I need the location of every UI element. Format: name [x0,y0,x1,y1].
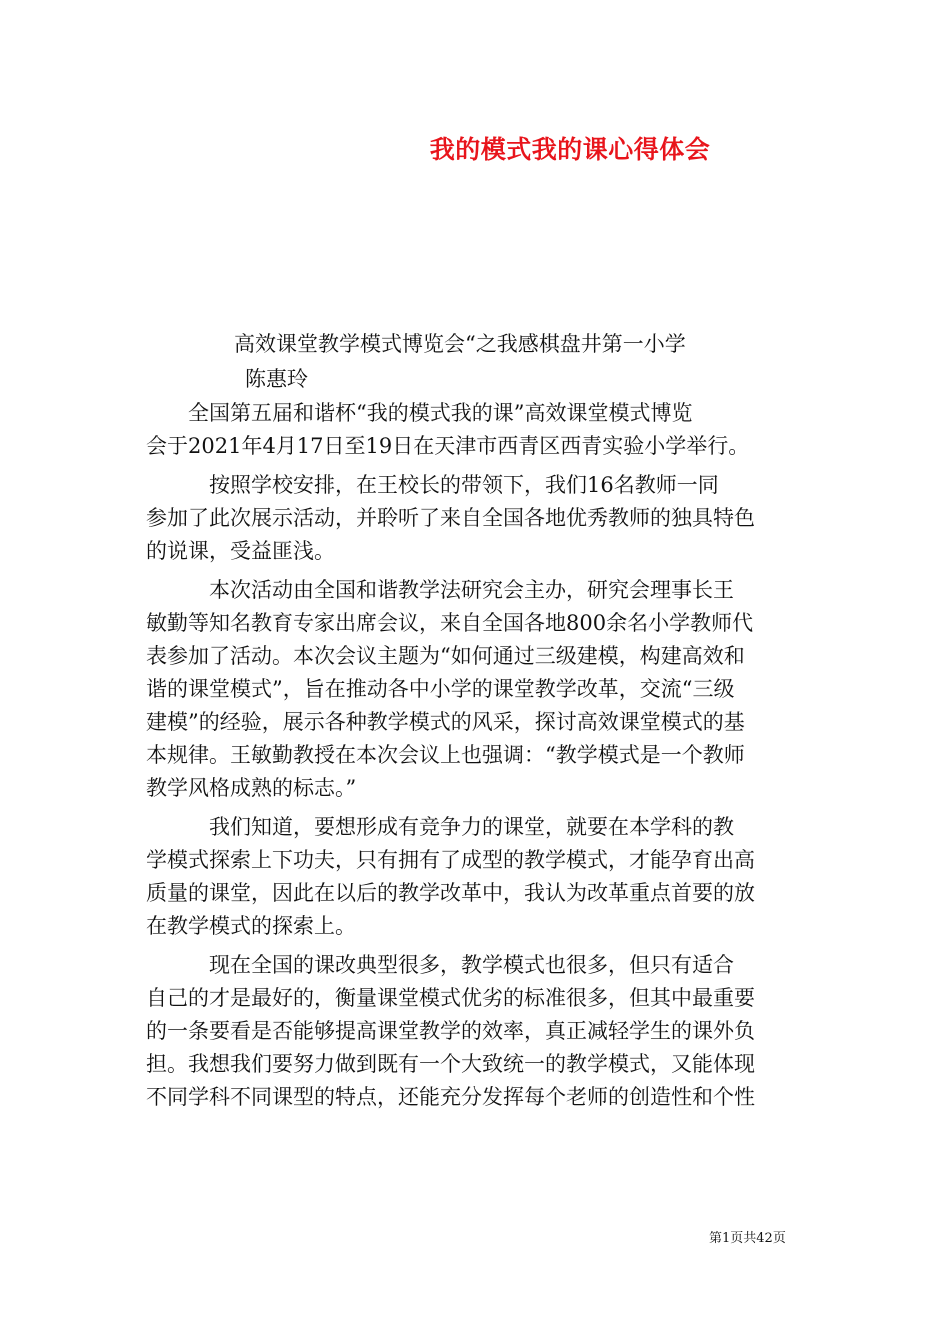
page-number-footer: 第1页共42页 [709,1231,786,1246]
paragraph-line: 谐的课堂模式”，旨在推动各中小学的课堂教学改革，交流“三级 [146,677,735,701]
paragraph-line: 全国第五届和谐杯“我的模式我的课”高效课堂模式博览 [146,401,693,425]
document-body [146,397,806,1114]
paragraph-line: 敏勤等知名教育专家出席会议，来自全国各地800余名小学教师代 [146,611,754,635]
document-subtitle: 高效课堂教学模式博览会“之我感棋盘井第一小学 [234,332,686,356]
paragraph-4 [146,811,806,943]
paragraph-2 [146,469,806,568]
paragraph-line: 表参加了活动。本次会议主题为“如何通过三级建模，构建高效和 [146,644,745,668]
paragraph-line: 学模式探索上下功夫，只有拥有了成型的教学模式，才能孕育出高 [146,848,755,872]
paragraph-line: 会于2021年4月17日至19日在天津市西青区西青实验小学举行。 [146,434,750,458]
paragraph-line: 本规律。王敏勤教授在本次会议上也强调：“教学模式是一个教师 [146,743,745,767]
paragraph-line: 担。我想我们要努力做到既有一个大致统一的教学模式，又能体现 [146,1052,755,1076]
paragraph-line: 参加了此次展示活动，并聆听了来自全国各地优秀教师的独具特色 [146,506,755,530]
paragraph-line: 教学风格成熟的标志。” [146,776,357,800]
paragraph-line: 的说课，受益匪浅。 [146,539,335,563]
paragraph-line: 建模”的经验，展示各种教学模式的风采，探讨高效课堂模式的基 [146,710,745,734]
paragraph-line: 现在全国的课改典型很多，教学模式也很多，但只有适合 [146,953,734,977]
paragraph-line: 本次活动由全国和谐教学法研究会主办，研究会理事长王 [146,578,734,602]
paragraph-line: 质量的课堂，因此在以后的教学改革中，我认为改革重点首要的放 [146,881,755,905]
paragraph-line: 的一条要看是否能够提高课堂教学的效率，真正减轻学生的课外负 [146,1019,755,1043]
paragraph-1 [146,397,806,463]
paragraph-line: 我们知道，要想形成有竞争力的课堂，就要在本学科的教 [146,815,734,839]
paragraph-line: 不同学科不同课型的特点，还能充分发挥每个老师的创造性和个性 [146,1085,755,1109]
paragraph-line: 按照学校安排，在王校长的带领下，我们16名教师一同 [146,473,719,497]
document-title: 我的模式我的课心得体会 [429,135,711,164]
paragraph-5 [146,949,806,1114]
document-author: 陈惠玲 [245,367,308,391]
paragraph-3 [146,574,806,805]
paragraph-line: 在教学模式的探索上。 [146,914,356,938]
paragraph-line: 自己的才是最好的，衡量课堂模式优劣的标准很多，但其中最重要 [146,986,755,1010]
